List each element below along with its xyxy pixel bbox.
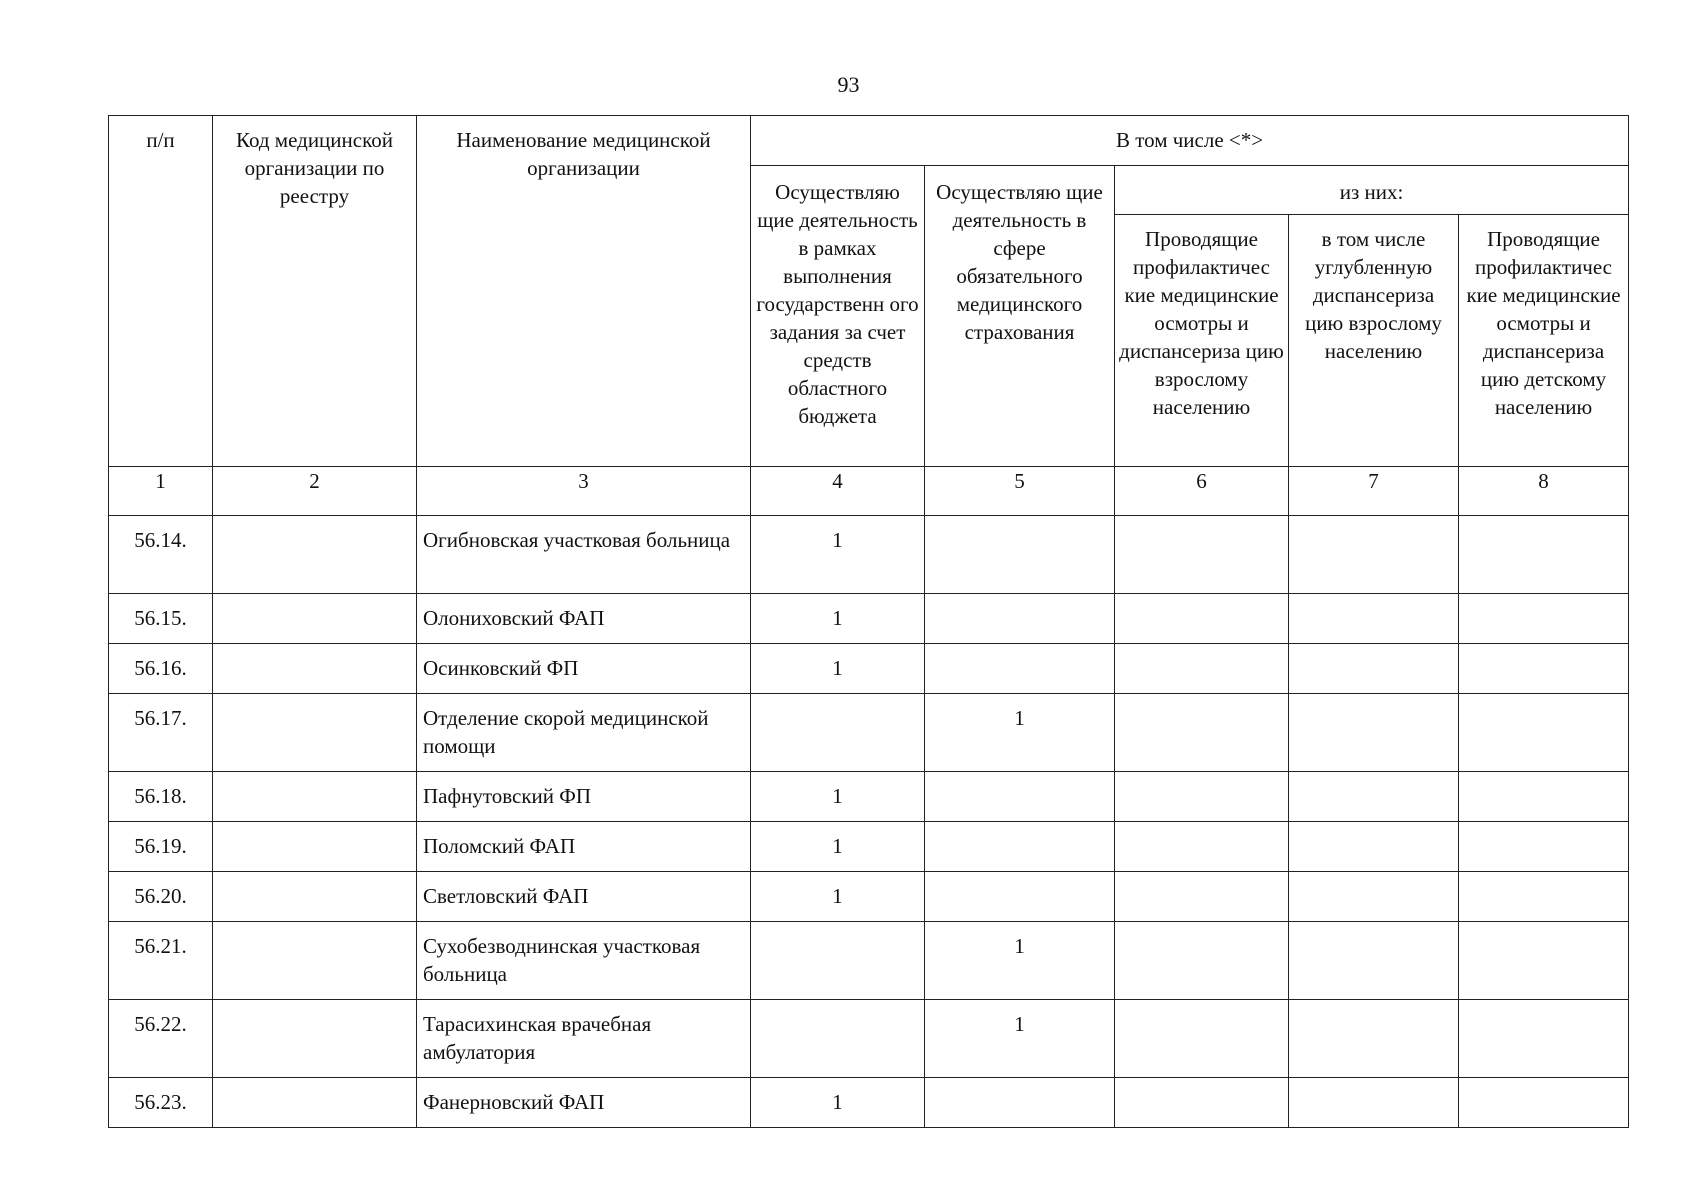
in-depth-adult-cell [1289, 822, 1459, 872]
regional-budget-cell: 1 [751, 516, 925, 594]
adult-checkups-cell [1115, 516, 1289, 594]
regional-budget-cell: 1 [751, 822, 925, 872]
registry-code [213, 1078, 417, 1128]
header-organization-name: Наименование медицинской организации [417, 116, 751, 467]
in-depth-adult-cell [1289, 1000, 1459, 1078]
table-row [109, 872, 1629, 922]
in-depth-adult-cell [1289, 644, 1459, 694]
organization-name: Сухобезводнинская участковая больница [417, 922, 751, 1000]
table-row [109, 644, 1629, 694]
adult-checkups-cell [1115, 772, 1289, 822]
organization-name: Поломский ФАП [417, 822, 751, 872]
header-in-depth-adult: в том числе углубленную диспансериза цию взрослому населению [1289, 215, 1459, 467]
row-number: 56.16. [109, 644, 213, 694]
adult-checkups-cell [1115, 822, 1289, 872]
column-number: 6 [1115, 467, 1289, 516]
column-number: 3 [417, 467, 751, 516]
registry-code [213, 872, 417, 922]
table-row [109, 772, 1629, 822]
in-depth-adult-cell [1289, 922, 1459, 1000]
header-of-which: из них: [1115, 166, 1629, 215]
registry-code [213, 694, 417, 772]
compulsory-insurance-cell [925, 872, 1115, 922]
compulsory-insurance-cell [925, 822, 1115, 872]
row-number: 56.22. [109, 1000, 213, 1078]
row-number: 56.18. [109, 772, 213, 822]
header-child-checkups: Проводящие профилактичес кие медицинские осмотры и диспансериза цию детскому населению [1459, 215, 1629, 467]
regional-budget-cell: 1 [751, 872, 925, 922]
registry-code [213, 922, 417, 1000]
row-number: 56.23. [109, 1078, 213, 1128]
page-number: 93 [837, 72, 860, 97]
row-number: 56.15. [109, 594, 213, 644]
child-checkups-cell [1459, 1000, 1629, 1078]
compulsory-insurance-cell: 1 [925, 1000, 1115, 1078]
row-number: 56.19. [109, 822, 213, 872]
in-depth-adult-cell [1289, 594, 1459, 644]
organization-name: Пафнутовский ФП [417, 772, 751, 822]
table-row [109, 694, 1629, 772]
organization-name: Огибновская участковая больница [417, 516, 751, 594]
in-depth-adult-cell [1289, 772, 1459, 822]
table-row [109, 822, 1629, 872]
adult-checkups-cell [1115, 922, 1289, 1000]
compulsory-insurance-cell [925, 772, 1115, 822]
organization-name: Олониховский ФАП [417, 594, 751, 644]
column-number: 2 [213, 467, 417, 516]
in-depth-adult-cell [1289, 694, 1459, 772]
header-including-group: В том числе <*> [751, 116, 1629, 166]
organization-name: Отделение скорой медицинской помощи [417, 694, 751, 772]
registry-code [213, 772, 417, 822]
header-registry-code: Код медицинской организации по реестру [213, 116, 417, 467]
table-row [109, 1000, 1629, 1078]
row-number: 56.14. [109, 516, 213, 594]
regional-budget-cell: 1 [751, 1078, 925, 1128]
organizations-table [108, 115, 1629, 1128]
child-checkups-cell [1459, 922, 1629, 1000]
adult-checkups-cell [1115, 1078, 1289, 1128]
regional-budget-cell [751, 1000, 925, 1078]
column-number: 5 [925, 467, 1115, 516]
regional-budget-cell: 1 [751, 772, 925, 822]
registry-code [213, 1000, 417, 1078]
row-number: 56.20. [109, 872, 213, 922]
child-checkups-cell [1459, 516, 1629, 594]
child-checkups-cell [1459, 594, 1629, 644]
table-row [109, 1078, 1629, 1128]
regional-budget-cell [751, 694, 925, 772]
adult-checkups-cell [1115, 594, 1289, 644]
column-number: 1 [109, 467, 213, 516]
regional-budget-cell: 1 [751, 594, 925, 644]
column-numbers-row [109, 467, 1629, 516]
row-number: 56.17. [109, 694, 213, 772]
table-row [109, 594, 1629, 644]
registry-code [213, 822, 417, 872]
child-checkups-cell [1459, 822, 1629, 872]
row-number: 56.21. [109, 922, 213, 1000]
compulsory-insurance-cell [925, 594, 1115, 644]
child-checkups-cell [1459, 1078, 1629, 1128]
in-depth-adult-cell [1289, 516, 1459, 594]
table-row [109, 922, 1629, 1000]
registry-code [213, 516, 417, 594]
in-depth-adult-cell [1289, 872, 1459, 922]
child-checkups-cell [1459, 772, 1629, 822]
adult-checkups-cell [1115, 694, 1289, 772]
adult-checkups-cell [1115, 1000, 1289, 1078]
adult-checkups-cell [1115, 872, 1289, 922]
organization-name: Светловский ФАП [417, 872, 751, 922]
child-checkups-cell [1459, 694, 1629, 772]
column-number: 7 [1289, 467, 1459, 516]
adult-checkups-cell [1115, 644, 1289, 694]
organization-name: Фанерновский ФАП [417, 1078, 751, 1128]
registry-code [213, 594, 417, 644]
header-adult-checkups: Проводящие профилактичес кие медицинские осмотры и диспансериза цию взрослому населению [1115, 215, 1289, 467]
compulsory-insurance-cell [925, 1078, 1115, 1128]
header-compulsory-insurance: Осуществляю щие деятельность в сфере обязательного медицинского страхования [925, 166, 1115, 467]
child-checkups-cell [1459, 872, 1629, 922]
compulsory-insurance-cell: 1 [925, 694, 1115, 772]
organization-name: Осинковский ФП [417, 644, 751, 694]
header-row-number: п/п [109, 116, 213, 467]
compulsory-insurance-cell [925, 644, 1115, 694]
organization-name: Тарасихинская врачебная амбулатория [417, 1000, 751, 1078]
column-number: 8 [1459, 467, 1629, 516]
header-regional-budget: Осуществляю щие деятельность в рамках выполнения государственн ого задания за счет средств областного бюджета [751, 166, 925, 467]
regional-budget-cell [751, 922, 925, 1000]
column-number: 4 [751, 467, 925, 516]
registry-code [213, 644, 417, 694]
compulsory-insurance-cell: 1 [925, 922, 1115, 1000]
in-depth-adult-cell [1289, 1078, 1459, 1128]
table-row [109, 516, 1629, 594]
compulsory-insurance-cell [925, 516, 1115, 594]
child-checkups-cell [1459, 644, 1629, 694]
regional-budget-cell: 1 [751, 644, 925, 694]
